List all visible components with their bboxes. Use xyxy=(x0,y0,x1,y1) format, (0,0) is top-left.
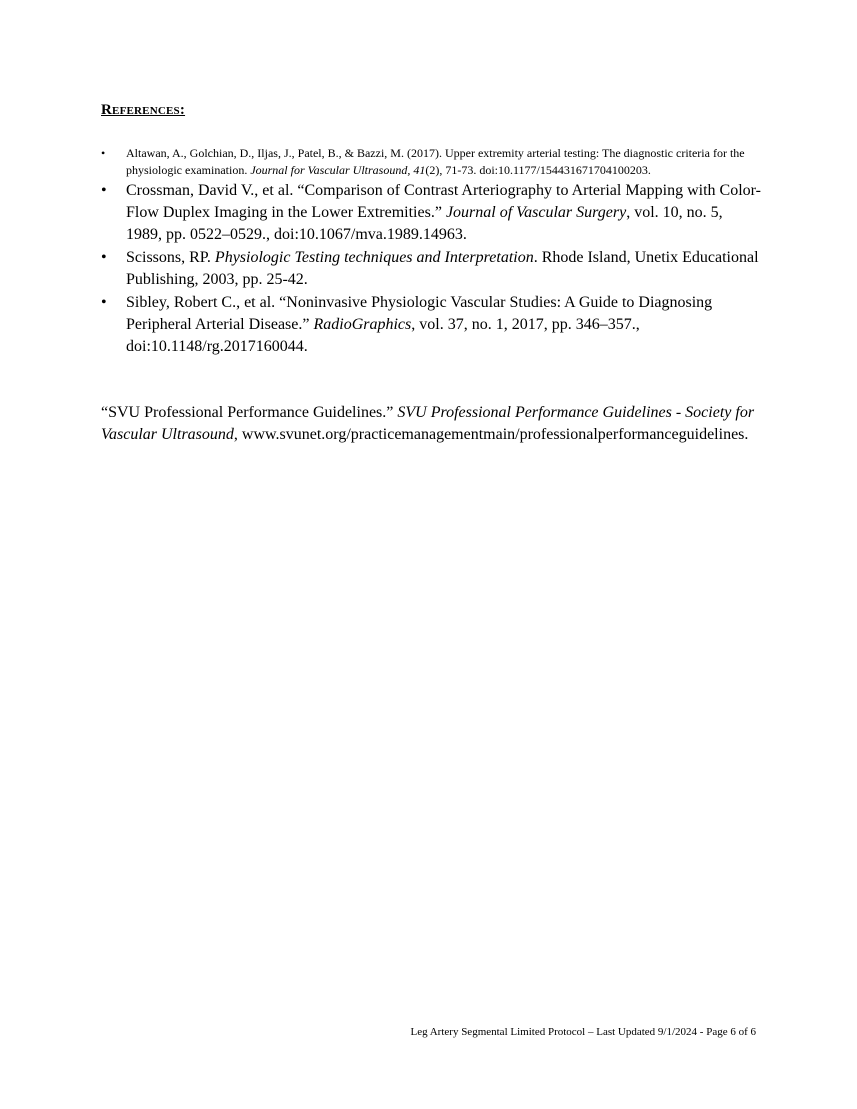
reference-details: (2), 71-73. doi:10.1177/154431671704100203. xyxy=(425,163,651,177)
svu-reference-source: SVU Professional Performance Guidelines - Society for Vascular Ultrasound xyxy=(101,404,755,443)
reference-journal: Journal of Vascular Surgery xyxy=(445,204,627,221)
reference-text: Crossman, David V., et al. “Comparison of Contrast Arteriography to Arterial Mapping with Color-Flow Duplex Imaging in the Lower Extremities.” xyxy=(126,182,761,221)
reference-details: , vol. 37, no. 1, 2017, pp. 346–357., doi:10.1148/rg.2017160044. xyxy=(126,316,640,355)
reference-item-altawan xyxy=(101,145,761,179)
reference-text: Sibley, Robert C., et al. “Noninvasive Physiologic Vascular Studies: A Guide to Diagnosing Peripheral Arterial Disease.” xyxy=(126,294,713,333)
reference-list xyxy=(101,145,761,359)
bullet-icon: • xyxy=(101,249,107,266)
reference-details: , vol. 10, no. 5, 1989, pp. 0522–0529., doi:10.1067/mva.1989.14963. xyxy=(126,204,723,243)
page-footer: Leg Artery Segmental Limited Protocol – Last Updated 9/1/2024 - Page 6 of 6 xyxy=(410,1026,756,1038)
bullet-icon: • xyxy=(101,294,107,311)
reference-book-title: Physiologic Testing techniques and Interpretation xyxy=(214,249,534,266)
reference-item-sibley xyxy=(101,292,761,358)
reference-text: Altawan, A., Golchian, D., Iljas, J., Patel, B., & Bazzi, M. (2017). Upper extremity arterial testing: The diagnostic criteria for the physiologic examination. xyxy=(126,146,745,177)
svu-reference-title: “SVU Professional Performance Guidelines.” xyxy=(101,404,398,421)
svu-reference-url: , www.svunet.org/practicemanagementmain/professionalperformanceguidelines. xyxy=(233,426,749,443)
bullet-icon: • xyxy=(101,146,106,160)
svu-reference xyxy=(101,402,761,446)
reference-details: . Rhode Island, Unetix Educational Publishing, 2003, pp. 25-42. xyxy=(126,249,759,288)
reference-item-scissons xyxy=(101,247,761,291)
references-heading: References: xyxy=(101,102,186,118)
reference-text: Scissons, RP. xyxy=(126,249,215,266)
bullet-icon: • xyxy=(101,182,107,199)
reference-journal: RadioGraphics xyxy=(313,316,412,333)
reference-item-crossman xyxy=(101,180,761,246)
reference-journal: Journal for Vascular Ultrasound, 41 xyxy=(250,163,426,177)
